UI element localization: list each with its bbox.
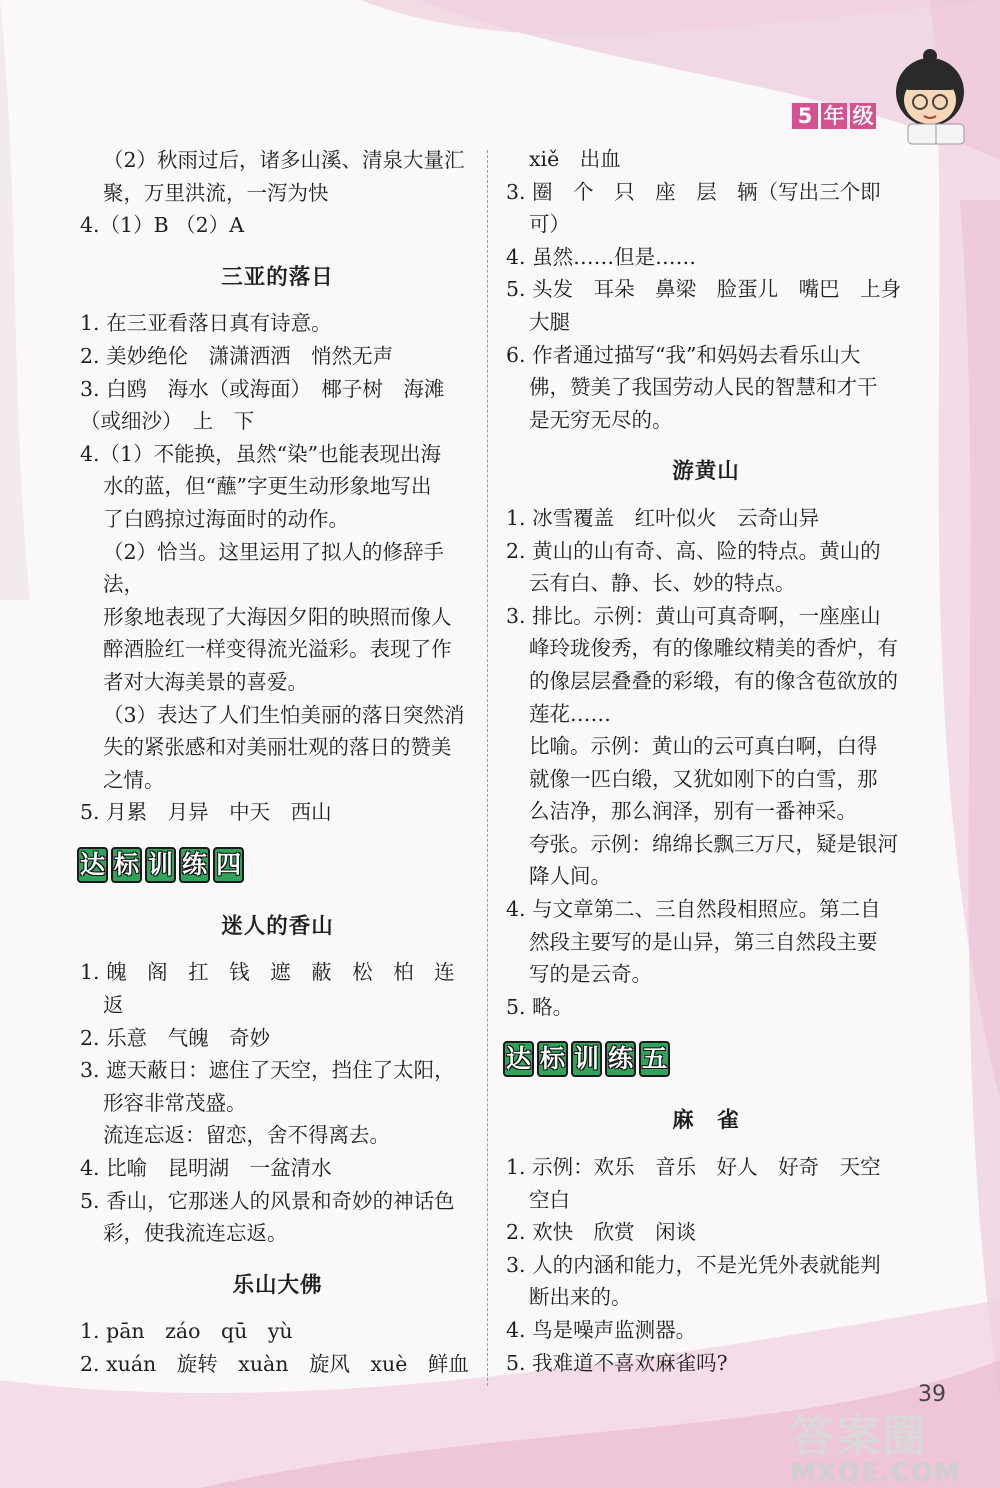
answer-line: 云有白、静、长、妙的特点。 — [529, 571, 796, 596]
answer-line: 失的紧张感和对美丽壮观的落日的赞美 — [103, 735, 452, 760]
answer-item: 6. 作者通过描写“我”和妈妈去看乐山大 — [506, 342, 861, 367]
answer-line: 返 — [103, 993, 124, 1018]
banner-training-5: 达 标 训 练 五 — [503, 1041, 670, 1077]
answer-item: 2. 乐意 气魄 奇妙 — [80, 1025, 271, 1050]
answer-line: 比喻。示例：黄山的云可真白啊，白得 — [529, 734, 878, 759]
answer-item: 5. 月累 月异 中天 西山 — [80, 800, 332, 825]
answer-line: （3）表达了人们生怕美丽的落日突然消 — [103, 702, 465, 727]
answer-line: 水的蓝，但“蘸”字更生动形象地写出 — [103, 474, 432, 499]
watermark-text: 答案圈 — [790, 1411, 928, 1462]
answer-line: 彩，使我流连忘返。 — [103, 1221, 288, 1246]
answer-line: 么洁净，那么润泽，别有一番神采。 — [529, 799, 857, 824]
answer-line: 形象地表现了大海因夕阳的映照而像人 — [103, 604, 452, 629]
answer-line: 断出来的。 — [529, 1285, 632, 1310]
answer-item: 3. 白鸥 海水（或海面） 椰子树 海滩 — [80, 376, 445, 401]
watermark-url: MXQE.COM — [790, 1458, 961, 1488]
answer-item: 1. 魄 阁 扛 钱 遮 蔽 松 柏 连 — [80, 960, 455, 985]
answer-line: 大腿 — [529, 309, 570, 334]
section-title-xiangshan: 迷人的香山 — [221, 913, 334, 939]
answer-item: 3. 人的内涵和能力，不是光凭外表就能判 — [506, 1252, 881, 1277]
page-number: 39 — [918, 1382, 946, 1407]
answer-item: 4.（1）不能换，虽然“染”也能表现出海 — [80, 441, 442, 466]
answer-item: 2. xuán 旋转 xuàn 旋风 xuè 鲜血 — [80, 1352, 469, 1376]
section-title-huangshan: 游黄山 — [672, 459, 740, 485]
grade-number: 5 — [792, 103, 818, 129]
answer-line: （2）恰当。这里运用了拟人的修辞手法， — [103, 539, 445, 597]
answer-item: 3. 圈 个 只 座 层 辆（写出三个即 — [506, 179, 881, 204]
section-title-maque: 麻 雀 — [672, 1108, 740, 1134]
answer-item: 5. 香山，它那迷人的风景和奇妙的神话色 — [80, 1188, 455, 1213]
answer-line: 的像层层叠叠的彩缎，有的像含苞欲放的 — [529, 668, 898, 693]
answer-item: 2. 欢快 欣赏 闲谈 — [506, 1220, 697, 1245]
right-column — [506, 143, 906, 1379]
answer-line: 然段主要写的是山异，第三自然段主要 — [529, 929, 878, 954]
answer-line: 降人间。 — [529, 864, 611, 889]
answer-item: 4. 比喻 昆明湖 一盆清水 — [80, 1156, 332, 1181]
answer-item: 1. 在三亚看落日真有诗意。 — [80, 311, 332, 336]
answer-item: 1. 示例：欢乐 音乐 好人 好奇 天空 — [506, 1155, 881, 1180]
answer-line: 佛，赞美了我国劳动人民的智慧和才干 — [529, 375, 878, 400]
answer-item: 5. 略。 — [506, 994, 574, 1019]
student-mascot-icon — [880, 40, 988, 152]
answer-line: 者对大海美景的喜爱。 — [103, 669, 308, 694]
grade-char-ji: 级 — [850, 103, 876, 129]
answer-item: 4. 虽然……但是…… — [506, 244, 697, 269]
answer-line: （或细沙） 上 下 — [80, 409, 255, 434]
watermark-logo — [790, 1400, 990, 1488]
answer-line: 聚，万里洪流，一泻为快 — [103, 180, 329, 205]
answer-line: （2）秋雨过后，诸多山溪、清泉大量汇 — [103, 148, 465, 172]
answer-line: 可） — [529, 212, 570, 237]
answer-line: xiě 出血 — [529, 147, 621, 171]
answer-item: 2. 美妙绝伦 潇潇洒洒 悄然无声 — [80, 343, 394, 368]
answer-line: 峰玲珑俊秀，有的像雕纹精美的香炉，有 — [529, 636, 898, 661]
answer-line: 醉酒脸红一样变得流光溢彩。表现了作 — [103, 637, 452, 662]
answer-line: 写的是云奇。 — [529, 962, 652, 987]
answer-line: 流连忘返：留恋，舍不得离去。 — [103, 1123, 390, 1148]
answer-item: 5. 头发 耳朵 鼻梁 脸蛋儿 嘴巴 上身 — [506, 277, 902, 302]
column-divider — [487, 150, 488, 1386]
answer-line: 之情。 — [103, 767, 165, 792]
answer-item: 5. 我难道不喜欢麻雀吗? — [506, 1350, 728, 1375]
left-column — [80, 144, 475, 1381]
section-title-sanya: 三亚的落日 — [221, 264, 334, 290]
answer-item-4: 4.（1）B （2）A — [80, 213, 245, 238]
answer-item: 1. 冰雪覆盖 红叶似火 云奇山异 — [506, 505, 820, 530]
answer-item: 1. pān záo qū yù — [80, 1319, 293, 1344]
answer-line: 就像一匹白缎，又犹如刚下的白雪，那 — [529, 766, 878, 791]
answer-line: 形容非常茂盛。 — [103, 1090, 247, 1115]
answer-item: 4. 与文章第二、三自然段相照应。第二自 — [506, 897, 881, 922]
grade-char-nian: 年 — [821, 103, 847, 129]
answer-line: 莲花…… — [529, 701, 611, 726]
answer-item: 2. 黄山的山有奇、高、险的特点。黄山的 — [506, 538, 881, 563]
answer-line: 是无穷无尽的。 — [529, 407, 673, 432]
answer-item: 3. 遮天蔽日：遮住了天空，挡住了太阳， — [80, 1058, 455, 1083]
grade-badge — [792, 103, 876, 129]
answer-item: 3. 排比。示例：黄山可真奇啊，一座座山 — [506, 603, 881, 628]
answer-line: 空白 — [529, 1187, 570, 1212]
answer-item: 4. 鸟是噪声监测器。 — [506, 1318, 697, 1342]
answer-line: 了白鸥掠过海面时的动作。 — [103, 506, 349, 531]
answer-line: 夸张。示例：绵绵长飘三万尺，疑是银河 — [529, 831, 898, 856]
section-title-leshan: 乐山大佛 — [232, 1272, 323, 1298]
banner-training-4: 达 标 训 练 四 — [77, 847, 244, 883]
